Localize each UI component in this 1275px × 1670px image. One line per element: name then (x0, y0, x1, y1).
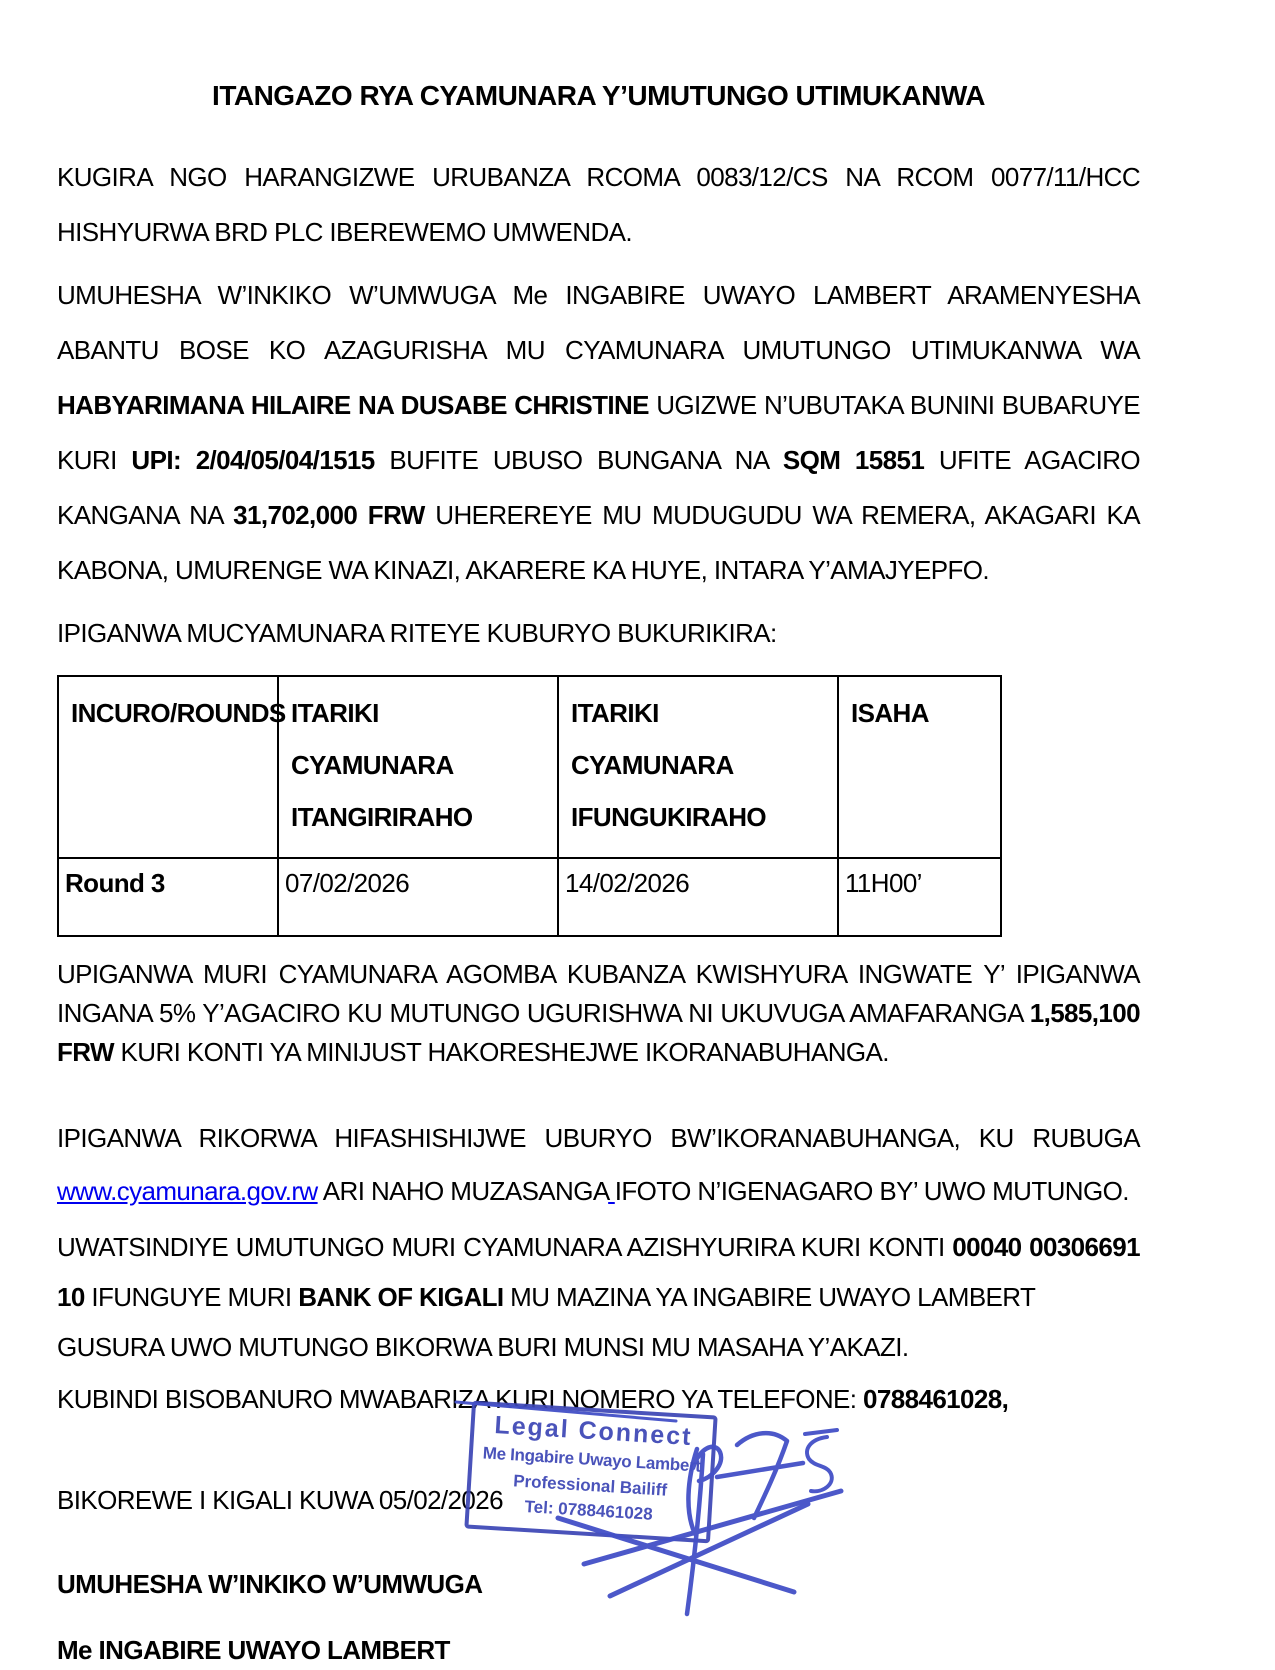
text-segment: UGIZWE N’UBUTAKA BUNINI BUBARUYE KURI (57, 390, 1140, 475)
auction-rounds-table (57, 675, 1002, 937)
text-segment: IFOTO N’IGENAGARO BY’ UWO MUTUNGO. (614, 1176, 1129, 1206)
text-segment: ARI NAHO MUZASANGA (317, 1176, 609, 1206)
paragraph-visits (57, 1322, 1140, 1372)
text-segment (608, 1176, 615, 1206)
paragraph-announcement (57, 268, 1140, 598)
text-segment: UWATSINDIYE UMUTUNGO MURI CYAMUNARA AZISHYURIRA KURI KONTI (57, 1232, 953, 1262)
text-segment: BUFITE UBUSO BUNGANA NA (374, 445, 783, 475)
text-segment: 0788461028, (863, 1384, 1009, 1414)
text-segment: UMUHESHA W’INKIKO W’UMWUGA (57, 1569, 483, 1599)
cell-open-date: 14/02/2026 (558, 858, 838, 936)
text-segment: UPI: 2/04/05/04/1515 (131, 445, 375, 475)
bailiff-stamp (464, 1401, 717, 1544)
page-title: ITANGAZO RYA CYAMUNARA Y’UMUTUNGO UTIMUKANWA (212, 80, 985, 111)
column-header-start-date: ITARIKI CYAMUNARA ITANGIRIRAHO (278, 676, 558, 858)
cell-time: 11H00’ (838, 858, 1001, 936)
paragraph-bailiff-title (57, 1564, 1140, 1604)
text-segment: MU MAZINA YA INGABIRE UWAYO LAMBERT (503, 1282, 1036, 1312)
column-header-open-date: ITARIKI CYAMUNARA IFUNGUKIRAHO (558, 676, 838, 858)
text-segment: GUSURA UWO MUTUNGO BIKORWA BURI MUNSI MU MASAHA Y’AKAZI. (57, 1332, 909, 1362)
text-segment: 31,702,000 FRW (233, 500, 425, 530)
stamp-phone: Tel: 0788461028 (524, 1497, 654, 1524)
text-segment: UFITE AGACIRO KANGANA NA (57, 445, 1140, 530)
text-segment: IFUNGUYE MURI (84, 1282, 299, 1312)
text-segment: 00040 00306691 10 (57, 1232, 1140, 1312)
paragraph-case-intro (57, 150, 1140, 260)
text-segment: UHEREREYE MU MUDUGUDU WA REMERA, AKAGARI KA KABONA, UMURENGE WA KINAZI, AKARERE KA HUYE, INTARA Y’AMAJYEPFO. (57, 500, 1140, 585)
text-segment: HABYARIMANA HILAIRE NA DUSABE CHRISTINE (57, 390, 649, 420)
paragraph-auction-intro (57, 606, 1140, 661)
paragraph-online-platform (57, 1112, 1140, 1218)
cyamunara-link[interactable]: www.cyamunara.gov.rw (57, 1176, 318, 1206)
table-row (58, 858, 1001, 936)
text-segment: IPIGANWA RIKORWA HIFASHISHIJWE UBURYO BW’IKORANABUHANGA, KU RUBUGA (57, 1123, 1140, 1153)
cell-start-date: 07/02/2026 (278, 858, 558, 936)
stamp-company-name: Legal Connect (493, 1411, 694, 1452)
text-segment: SQM 15851 (782, 445, 925, 475)
text-segment: BANK OF KIGALI (298, 1282, 504, 1312)
table-header-row (58, 676, 1001, 858)
column-header-rounds: INCURO/ROUNDS (58, 676, 278, 858)
text-segment: KUGIRA NGO HARANGIZWE URUBANZA RCOMA 0083/12/CS NA RCOM 0077/11/HCC HISHYURWA BRD PLC IBEREWEMO UMWENDA. (57, 162, 1140, 247)
text-segment: KUBINDI BISOBANURO MWABARIZA KURI NOMERO YA TELEFONE: (57, 1384, 864, 1414)
paragraph-bailiff-name (57, 1630, 1140, 1670)
column-header-time: ISAHA (838, 676, 1001, 858)
text-segment: UMUHESHA W’INKIKO W’UMWUGA Me INGABIRE UWAYO LAMBERT ARAMENYESHA ABANTU BOSE KO AZAGURISHA MU CYAMUNARA UMUTUNGO UTIMUKANWA WA (57, 280, 1140, 365)
stamp-bailiff-role: Professional Bailiff (512, 1471, 668, 1500)
text-segment: KURI KONTI YA MINIJUST HAKORESHEJWE IKORANABUHANGA. (113, 1037, 889, 1067)
text-segment: UPIGANWA MURI CYAMUNARA AGOMBA KUBANZA KWISHYURA INGWATE Y’ IPIGANWA INGANA 5% Y’AGACIRO KU MUTUNGO UGURISHWA NI UKUVUGA AMAFARANGA (57, 959, 1140, 1028)
text-segment: 1,585,100 FRW (57, 998, 1140, 1067)
cell-round: Round 3 (58, 858, 278, 936)
paragraph-deposit (57, 955, 1140, 1072)
paragraph-payment-account (57, 1222, 1140, 1322)
stamp-bailiff-name: Me Ingabire Uwayo Lambert (482, 1443, 702, 1476)
text-segment: BIKOREWE I KIGALI KUWA 05/02/2026 (57, 1485, 503, 1515)
text-segment: IPIGANWA MUCYAMUNARA RITEYE KUBURYO BUKURIKIRA: (57, 618, 777, 648)
text-segment: Me INGABIRE UWAYO LAMBERT (57, 1635, 450, 1665)
